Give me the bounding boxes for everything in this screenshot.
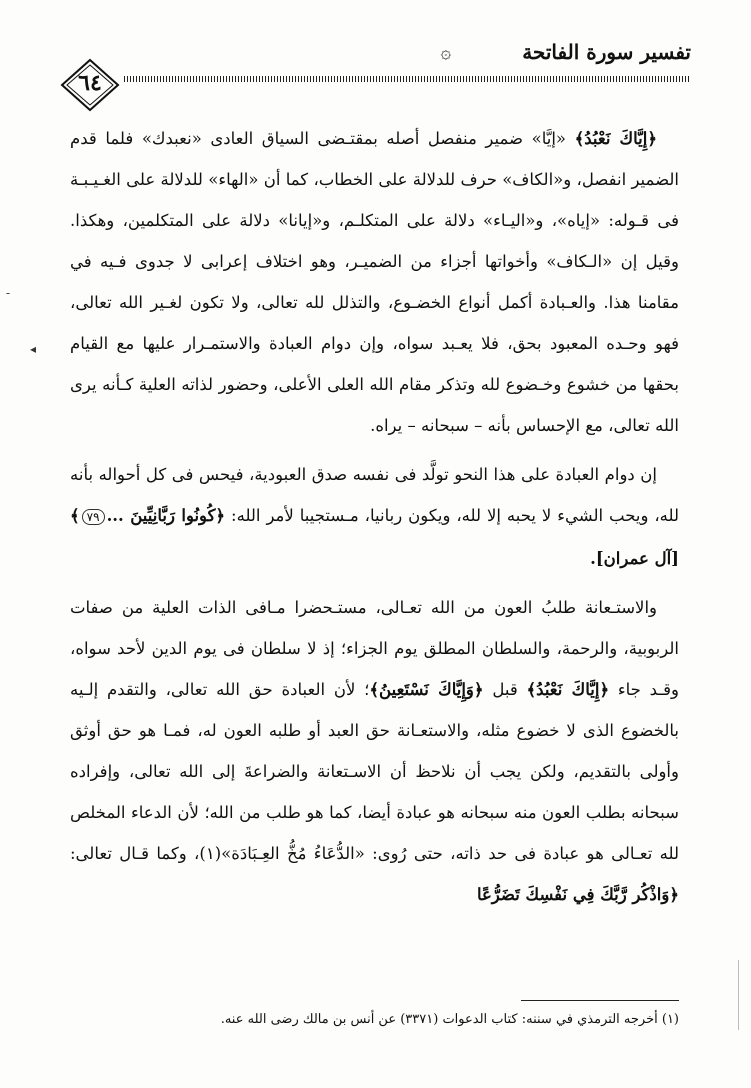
paragraph	[70, 587, 679, 915]
ayah-number: ٧٩	[82, 509, 105, 525]
book-title: تفسير سورة الفاتحة	[522, 40, 691, 64]
text-segment: قبل	[483, 680, 527, 699]
quran-quote: ﴾	[70, 506, 80, 525]
quran-quote: ﴿كُونُوا رَبَّانِيِّينَ ...	[106, 506, 226, 525]
paragraph	[70, 118, 679, 446]
quran-quote: ﴿وَإِيَّاكَ نَسْتَعِينُ﴾	[369, 680, 484, 699]
footnote: (١) أخرجه الترمذي في سننه: كتاب الدعوات (٣٣٧١) عن أنس بن مالك رضى الله عنه.	[220, 1012, 679, 1027]
text-segment: ؛ لأن العبادة حق الله تعالى، والتقدم إلـيه بالخضوع الذى لا خضوع مثله، والاستعـانة حق العبد أو طلبه العون له، فمـا هو حق أوثق وأولى بالتقديم، ولكن يجب أن نلاحظ أن الاسـتعانة والضراعةَ إلى الله تعالى، وإفراده سبحانه بطلب العون منه سبحانه هو عبادة أيضا، كما هو طلب من الله؛ لأن الدعاء المخلص لله تعـالى هو عبادة فى حد ذاته، حتى رُوى: «الدُّعَاءُ مُخُّ العِـبَادَة»(١)، وكما قـال تعالى:	[70, 680, 679, 863]
page-number: ٦٤	[78, 70, 102, 96]
quran-quote: ﴿إِيَّاكَ نَعْبُدُ﴾	[574, 129, 657, 148]
quran-quote: ﴿وَاذْكُر رَّبَّكَ فِي نَفْسِكَ تَضَرُّعًا	[476, 885, 679, 904]
quran-quote: ﴿إِيَّاكَ نَعْبُدُ﴾	[526, 680, 610, 699]
text-segment: إن دوام العبادة على هذا النحو تولَّد فى نفسه صدق العبودية، فيحس فى كل أحواله بأنه لله، ويحب الشيء لا يحبه إلا لله، ويكون ربانيا، مـستجيبا لأمر الله:	[70, 465, 679, 525]
margin-mark: -	[6, 286, 11, 300]
main-text	[70, 118, 679, 923]
footnote-rule	[521, 1000, 679, 1001]
ornament-icon: ۞	[440, 42, 451, 63]
text-segment: والاستـعانة طلبُ العون من الله تعـالى، مستـحضرا مـافى الذات العلية من صفات الربوبية، والرحمة، والسلطان المطلق يوم الجزاء؛ إذ لا سلطان فى يوم الدين لأحد سواه، وقـد جاء	[70, 598, 679, 699]
text-segment: «إيَّا» ضمير منفصل أصله بمقتـضى السياق العادى «نعبدك» فلما قدم الضمير انفصل، و«الكاف» حرف للدلالة على الخطاب، كما أن «الهاء» للدلالة على الغـيـبـة فى قـوله: «إياه»، و«اليـاء» دلالة على المتكلـم، و«إيانا» دلالة على المتكلمين، وهكذا. وقيل إن «الـكاف» وأخواتها أجزاء من الضميـر، وهو اختلاف إعرابى لا جدوى فـيه في مقامنا هذا. والعـبادة أكمل أنواع الخضـوع، والتذلل لله تعالى، ولا تكون لغـير الله تعالى، فهو وحـده المعبود بحق، فلا يعـبد سواه، وإن دوام العبادة والاستمـرار عليها مع القيام بحقها من خشوع وخـضوع لله وتذكر مقام الله العلى الأعلى، وحضور لذاته العلية كـأنه يرى الله تعالى، مع الإحساس بأنه – سبحانه – يراه.	[70, 129, 680, 435]
page-number-badge	[60, 58, 120, 112]
margin-mark: ◂	[30, 342, 37, 356]
paragraph	[70, 454, 679, 579]
quran-quote: [آل عمران].	[590, 549, 679, 568]
page-header	[60, 40, 691, 110]
gutter-line	[738, 960, 739, 1030]
header-rule	[124, 76, 691, 82]
